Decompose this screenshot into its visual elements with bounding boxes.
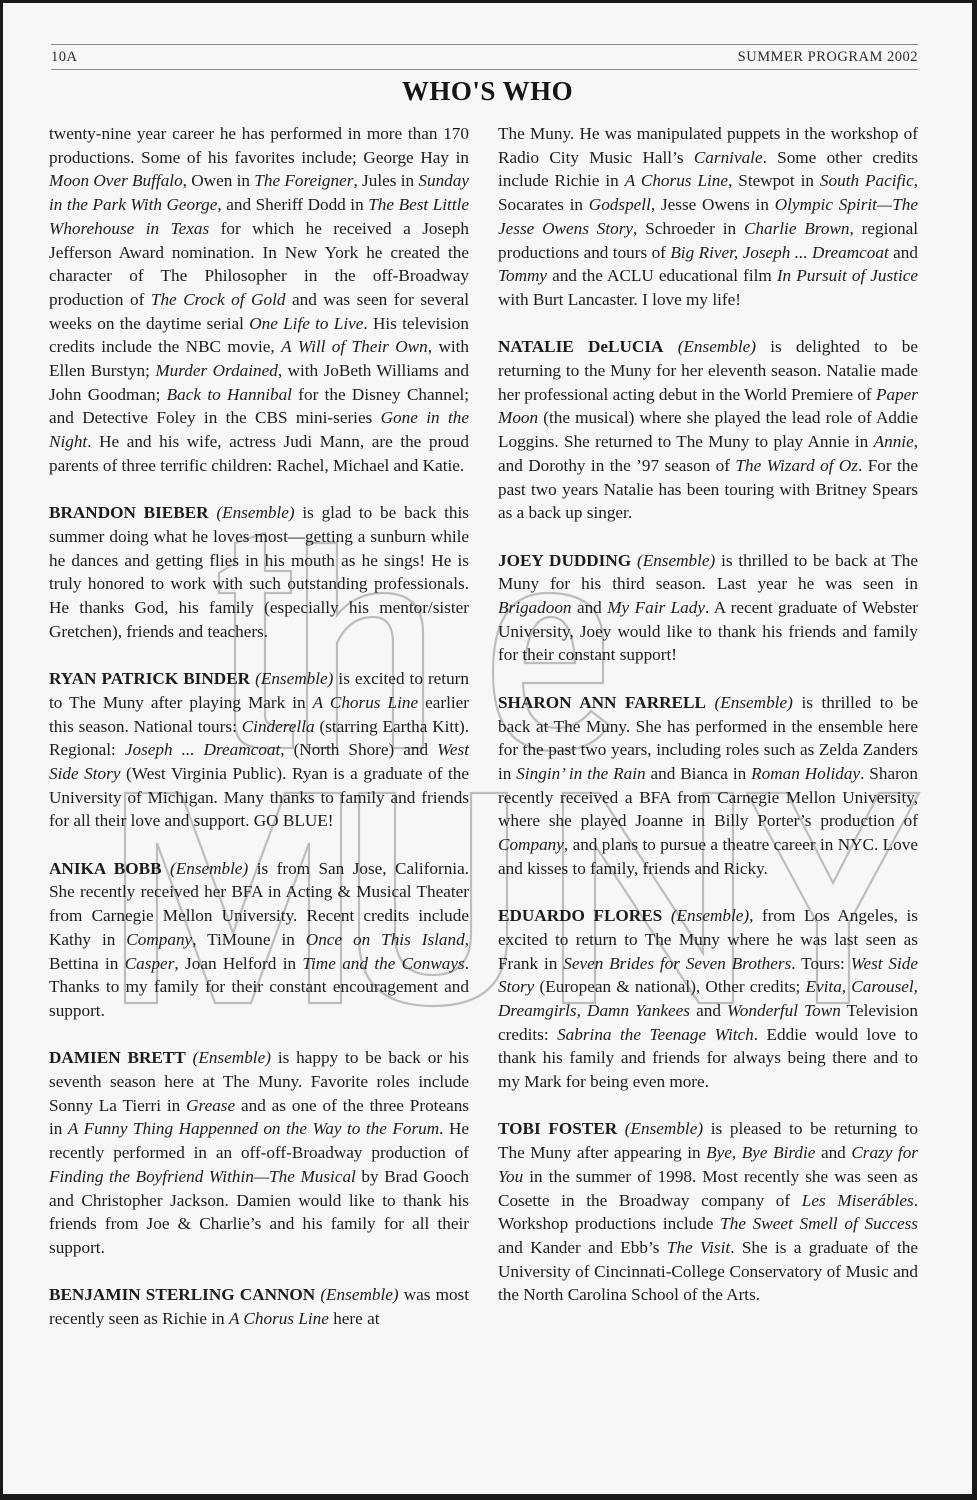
production-title: Les Miserábles	[801, 1190, 914, 1210]
bio-text: , Socarates in	[498, 171, 918, 215]
bio-text: . His television credits include the NBC movie,	[49, 313, 469, 357]
production-title: The Crock of Gold	[150, 289, 286, 309]
bio-text: here at	[328, 1309, 380, 1329]
bio-text: and was seen for several weeks on the daytime serial	[49, 289, 469, 333]
bio-text: with Burt Lancaster. I love my life!	[498, 289, 741, 309]
production-title: Tommy	[498, 266, 548, 286]
performer-role: (Ensemble)	[624, 1119, 704, 1139]
bio-text: is thrilled to be back at The Muny. She has performed in the ensemble here for the past two years, including roles such as Zelda Zanders in	[498, 692, 918, 783]
bio-text: and as one of the three Proteans in	[49, 1095, 469, 1139]
production-title: Godspell	[588, 195, 651, 215]
production-title: Evita, Carousel, Dreamgirls, Damn Yankees	[498, 977, 918, 1020]
program-page	[3, 3, 972, 1494]
left-column	[49, 122, 469, 1354]
bio-text: , and Dorothy in the ’97 season of	[498, 432, 918, 475]
performer-role: (Ensemble)	[320, 1285, 399, 1305]
bio-text: and	[571, 598, 608, 618]
bio-entry	[49, 1046, 469, 1259]
production-title: The Wizard of Oz	[735, 455, 858, 475]
production-title: Joseph ... Dreamcoat	[124, 740, 281, 760]
production-title: Once on This Island	[305, 929, 465, 949]
production-title: Olympic Spirit—The Jesse Owens Story	[498, 195, 918, 238]
bio-text: (starring Eartha Kitt). Regional:	[49, 716, 469, 760]
bio-text: , Owen in	[182, 171, 255, 191]
bio-entry	[498, 904, 918, 1094]
production-title: West Side Story	[498, 953, 918, 997]
production-title: Casper	[124, 953, 175, 973]
bio-text: was most recently seen as Richie in	[49, 1285, 469, 1329]
bio-continued	[498, 122, 918, 312]
production-title: One Life to Live	[249, 313, 364, 333]
bio-text: , with JoBeth Williams and John Goodman;	[49, 361, 469, 404]
bio-entry	[49, 501, 469, 643]
production-title: Sabrina the Teenage Witch	[557, 1024, 754, 1044]
bio-text: and the ACLU educational film	[547, 266, 777, 286]
production-title: Finding the Boyfriend Within—The Musical	[49, 1166, 356, 1186]
production-title: Moon Over Buffalo	[49, 171, 183, 191]
production-title: Gone in the Night	[49, 408, 469, 452]
production-title: Big River, Joseph ... Dreamcoat	[670, 242, 889, 262]
production-title: Singin’ in the Rain	[516, 763, 646, 783]
bio-text: and Kander and Ebb’s	[498, 1237, 667, 1257]
production-title: Paper Moon	[498, 384, 918, 428]
bio-text: , Schroeder in	[633, 218, 744, 238]
bio-text: is from San Jose, California. She recently received her BFA in Acting & Musical Theater from Carnegie Mellon University. Recent credits include Kathy in	[49, 858, 470, 949]
production-title: A Funny Thing Happenned on the Way to the Forum	[67, 1119, 440, 1139]
production-title: Wonderful Town	[727, 1000, 841, 1020]
bio-text: . He and his wife, actress Judi Mann, are the proud parents of three terrific children: Rachel, Michael and Katie.	[49, 432, 469, 475]
production-title: Sunday in the Park With George	[49, 171, 469, 215]
bio-text: . Sharon recently received a BFA from Carnegie Mellon University, where she played Joanne in Billy Porter’s production of	[498, 763, 918, 831]
performer-name: ANIKA BOBB	[49, 858, 162, 878]
bio-text: by Brad Gooch and Christopher Jackson. Damien would like to thank his friends from Joe & Charlie’s and his family for all their support.	[49, 1166, 469, 1257]
performer-name: RYAN PATRICK BINDER	[49, 669, 251, 689]
performer-role: (Ensemble)	[192, 1048, 271, 1068]
bio-text: , Bettina in	[49, 929, 469, 973]
production-title: My Fair Lady	[607, 598, 705, 618]
production-title: The Foreigner	[254, 171, 354, 191]
page-number: 10A	[51, 48, 78, 65]
performer-name: NATALIE DeLUCIA	[498, 337, 664, 357]
bio-text: , Joan Helford in	[174, 953, 303, 973]
production-title: Crazy for You	[498, 1143, 918, 1186]
performer-role: (Ensemble)	[255, 669, 334, 689]
bio-text: is excited to return to The Muny after playing Mark in	[49, 669, 469, 712]
production-title: South Pacific	[819, 171, 914, 191]
bio-text: (European & national), Other credits;	[534, 977, 806, 997]
performer-role: (Ensemble)	[670, 906, 750, 926]
bio-text: , TiMoune in	[192, 929, 306, 949]
production-title: Brigadoon	[498, 598, 572, 618]
bio-entry	[498, 549, 918, 668]
performer-name: BRANDON BIEBER	[49, 503, 209, 523]
production-title: Company	[498, 835, 564, 855]
bio-text: . A recent graduate of Webster University, Joey would like to thank his friends and family for their constant support!	[498, 598, 918, 665]
performer-name: BENJAMIN STERLING CANNON	[49, 1285, 316, 1305]
bio-entry	[498, 1117, 918, 1307]
production-title: A Chorus Line	[228, 1309, 329, 1329]
bio-text: for which he received a Joseph Jefferson Award nomination. In New York he created the character of The Philosopher in the off-Broadway production of	[49, 218, 469, 309]
running-header	[51, 44, 918, 70]
bio-text: , with Ellen Burstyn;	[49, 337, 470, 381]
bio-entry	[49, 667, 469, 833]
performer-role: (Ensemble)	[170, 858, 249, 878]
bio-text: for the Disney Channel; and Detective Foley in the CBS mini-series	[49, 384, 469, 428]
production-title: West Side Story	[49, 740, 469, 783]
production-title: The Sweet Smell of Success	[720, 1214, 918, 1234]
production-title: Annie	[873, 432, 914, 452]
bio-text: is pleased to be returning to The Muny after appearing in	[498, 1119, 918, 1163]
bio-text: . Workshop productions include	[498, 1190, 918, 1234]
performer-role: (Ensemble)	[714, 692, 793, 712]
bio-text: . For the past two years Natalie has been touring with Britney Spears as a back up singer.	[498, 455, 918, 523]
bio-text: , and Sheriff Dodd in	[217, 195, 369, 215]
bio-text: (West Virginia Public). Ryan is a graduate of the University of Michigan. Many thanks to family and friends for all their love and support. GO BLUE!	[49, 763, 469, 831]
bio-text: , Stewpot in	[728, 171, 820, 191]
bio-text: and	[815, 1143, 852, 1163]
bio-text: and	[689, 1000, 728, 1020]
right-column	[498, 122, 918, 1331]
bio-text: , and plans to pursue a theatre career in NYC. Love and kisses to family, friends and Ricky.	[498, 835, 918, 878]
performer-name: EDUARDO FLORES	[498, 906, 663, 926]
bio-text: . Tours:	[791, 953, 851, 973]
production-title: Bye, Bye Birdie	[706, 1143, 816, 1163]
bio-text: is thrilled to be back at The Muny for his third season. Last year he was seen in	[498, 550, 918, 594]
production-title: Company	[126, 929, 193, 949]
performer-name: SHARON ANN FARRELL	[498, 692, 706, 712]
production-title: Time and the Conways	[302, 953, 465, 973]
bio-entry	[498, 691, 918, 881]
performer-name: DAMIEN BRETT	[49, 1048, 186, 1068]
bio-text: is glad to be back this summer doing what he loves most—getting a sunburn while he dances and getting flies in his mouth as he sings! He is truly honored to work with such outstanding professionals. He thanks God, his family (especially his mentor/sister Gretchen), friends and teachers.	[49, 503, 469, 641]
performer-name: TOBI FOSTER	[498, 1119, 618, 1139]
production-title: Cinderella	[241, 716, 315, 736]
production-title: The Best Little Whorehouse in Texas	[49, 195, 469, 238]
production-title: Back to Hannibal	[166, 384, 292, 404]
production-title: A Will of Their Own	[281, 337, 428, 357]
production-title: The Visit	[666, 1237, 731, 1257]
bio-text: , Jules in	[353, 171, 419, 191]
publication-name: SUMMER PROGRAM 2002	[737, 48, 918, 65]
bio-entry	[498, 335, 918, 525]
performer-role: (Ensemble)	[677, 337, 756, 357]
bio-text: is delighted to be returning to the Muny for her eleventh season. Natalie made her professional acting debut in the World Premiere of	[498, 337, 918, 404]
bio-text: in the summer of 1998. Most recently she was seen as Cosette in the Broadway company of	[498, 1166, 918, 1210]
bio-text: (the musical) where she played the lead role of Addie Loggins. She returned to The Muny to play Annie in	[498, 408, 918, 452]
bio-text: earlier this season. National tours:	[49, 692, 469, 736]
production-title: A Chorus Line	[312, 692, 419, 712]
performer-role: (Ensemble)	[216, 503, 295, 523]
production-title: Murder Ordained	[155, 361, 278, 381]
bio-text: The Muny. He was manipulated puppets in the workshop of Radio City Music Hall’s	[498, 124, 918, 167]
bio-entry	[49, 1283, 469, 1330]
production-title: Roman Holiday	[751, 763, 861, 783]
bio-text: . Eddie would love to thank his family and friends for always being there and to my Mark for being even more.	[498, 1024, 918, 1092]
performer-role: (Ensemble)	[636, 550, 716, 570]
bio-text: and	[888, 242, 918, 262]
production-title: In Pursuit of Justice	[776, 266, 918, 286]
bio-continued	[49, 122, 469, 478]
production-title: Grease	[186, 1095, 236, 1115]
bio-text: , regional productions and tours of	[498, 218, 918, 262]
bio-text: twenty-nine year career he has performed in more than 170 productions. Some of his favorites include; George Hay in	[49, 124, 469, 167]
bio-text: . He recently performed in an off-off-Broadway production of	[49, 1119, 469, 1163]
bio-text: . She is a graduate of the University of Cincinnati-College Conservatory of Music and the North Carolina School of the Arts.	[498, 1237, 918, 1305]
production-title: Seven Brides for Seven Brothers	[563, 953, 792, 973]
production-title: Charlie Brown	[743, 218, 850, 238]
bio-text: , from Los Angeles, is excited to return to The Muny where he was last seen as Frank in	[498, 906, 918, 973]
performer-name: JOEY DUDDING	[498, 550, 632, 570]
bio-text: Television credits:	[498, 1000, 918, 1044]
bio-text: , Jesse Owens in	[650, 195, 775, 215]
bio-entry	[49, 857, 469, 1023]
bio-text: . Some other credits include Richie in	[498, 147, 919, 191]
bio-text: , (North Shore) and	[280, 740, 438, 760]
bio-text: is happy to be back or his seventh season here at The Muny. Favorite roles include Sonny La Tierri in	[49, 1048, 469, 1115]
page-title: WHO'S WHO	[401, 76, 574, 106]
production-title: A Chorus Line	[624, 171, 729, 191]
production-title: Carnivale	[693, 147, 763, 167]
bio-text: . Thanks to my family for their constant encouragement and support.	[49, 953, 470, 1020]
bio-text: and Bianca in	[645, 763, 752, 783]
